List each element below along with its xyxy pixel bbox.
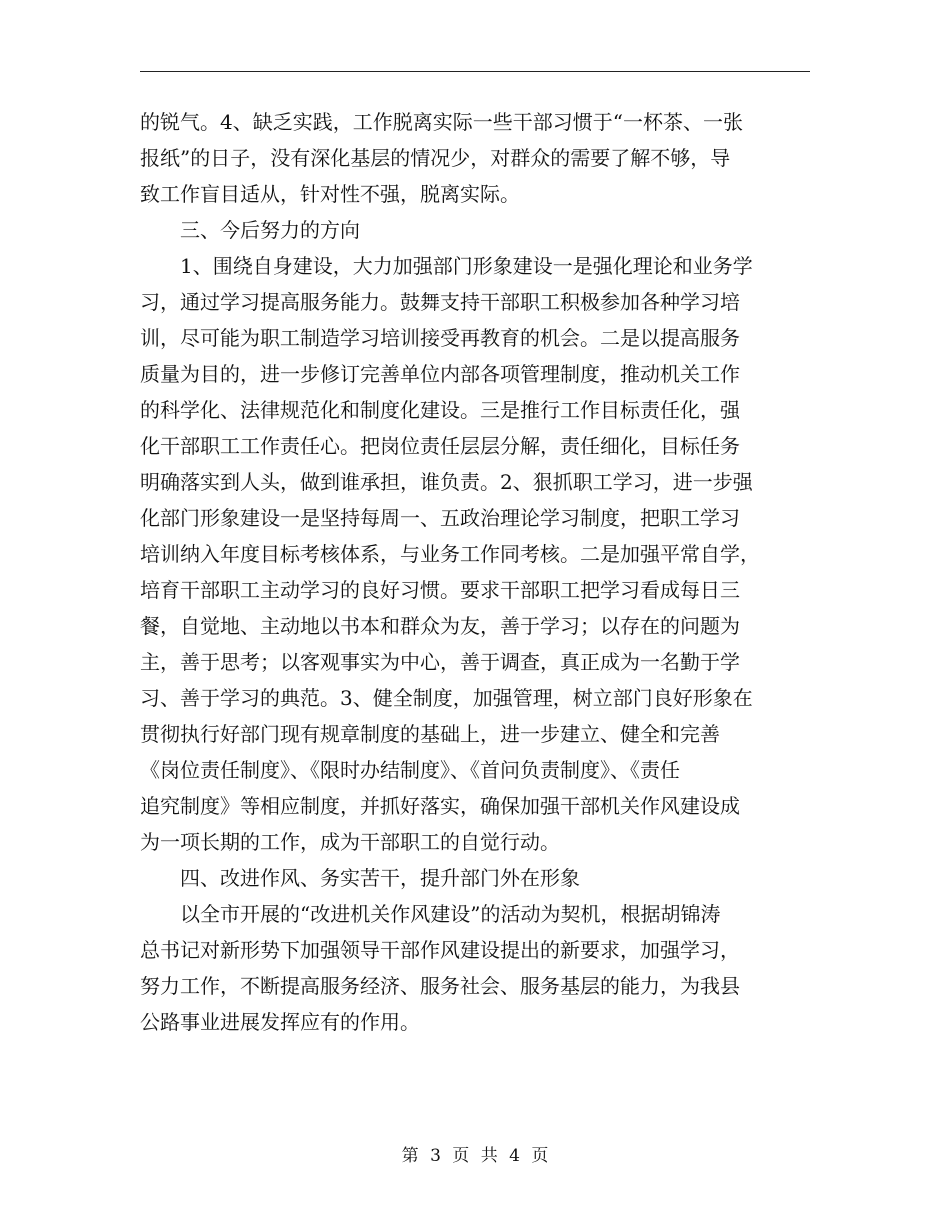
text-line: 《岗位责任制度》、《限时办结制度》、《首问负责制度》、《责任 (140, 758, 680, 782)
text-line: 质量为目的，进一步修订完善单位内部各项管理制度，推动机关工作 (140, 362, 740, 386)
text-line: 习，通过学习提高服务能力。鼓舞支持干部职工积极参加各种学习培 (140, 290, 740, 314)
text-line: 化干部职工工作责任心。把岗位责任层层分解，责任细化，目标任务 (140, 434, 740, 458)
header-rule (140, 71, 810, 72)
text-line: 以全市开展的“改进机关作风建设”的活动为契机，根据胡锦涛 (140, 902, 721, 926)
text-line: 主，善于思考；以客观事实为中心，善于调查，真正成为一名勤于学 (140, 650, 740, 674)
text-line: 餐，自觉地、主动地以书本和群众为友，善于学习；以存在的问题为 (140, 614, 740, 638)
text-line: 致工作盲目适从，针对性不强，脱离实际。 (140, 182, 520, 206)
text-line: 培训纳入年度目标考核体系，与业务工作同考核。二是加强平常自学， (140, 542, 760, 566)
text-line: 总书记对新形势下加强领导干部作风建设提出的新要求，加强学习， (140, 938, 740, 962)
text-line: 为一项长期的工作，成为干部职工的自觉行动。 (140, 830, 560, 854)
text-line: 的锐气。4、缺乏实践，工作脱离实际一些干部习惯于“一杯茶、一张 (140, 110, 743, 134)
section-heading: 四、改进作风、务实苦干，提升部门外在形象 (140, 866, 580, 890)
text-line: 明确落实到人头，做到谁承担，谁负责。2、狠抓职工学习，进一步强 (140, 470, 753, 494)
text-line: 的科学化、法律规范化和制度化建设。三是推行工作目标责任化，强 (140, 398, 740, 422)
page-number-footer: 第 3 页 共 4 页 (401, 1146, 549, 1166)
text-line: 贯彻执行好部门现有规章制度的基础上，进一步建立、健全和完善 (140, 722, 720, 746)
text-line: 努力工作，不断提高服务经济、服务社会、服务基层的能力，为我县 (140, 974, 740, 998)
text-line: 训，尽可能为职工制造学习培训接受再教育的机会。二是以提高服务 (140, 326, 740, 350)
text-line: 追究制度》等相应制度，并抓好落实，确保加强干部机关作风建设成 (140, 794, 740, 818)
text-line: 习、善于学习的典范。3、健全制度，加强管理，树立部门良好形象在 (140, 686, 753, 710)
section-heading: 三、今后努力的方向 (140, 218, 360, 242)
text-line: 报纸”的日子，没有深化基层的情况少，对群众的需要了解不够，导 (140, 146, 731, 170)
text-line: 培育干部职工主动学习的良好习惯。要求干部职工把学习看成每日三 (140, 578, 740, 602)
body-text (140, 104, 810, 1040)
text-line: 公路事业进展发挥应有的作用。 (140, 1010, 420, 1034)
text-line: 化部门形象建设一是坚持每周一、五政治理论学习制度，把职工学习 (140, 506, 740, 530)
text-line: 1、围绕自身建设，大力加强部门形象建设一是强化理论和业务学 (140, 254, 753, 278)
